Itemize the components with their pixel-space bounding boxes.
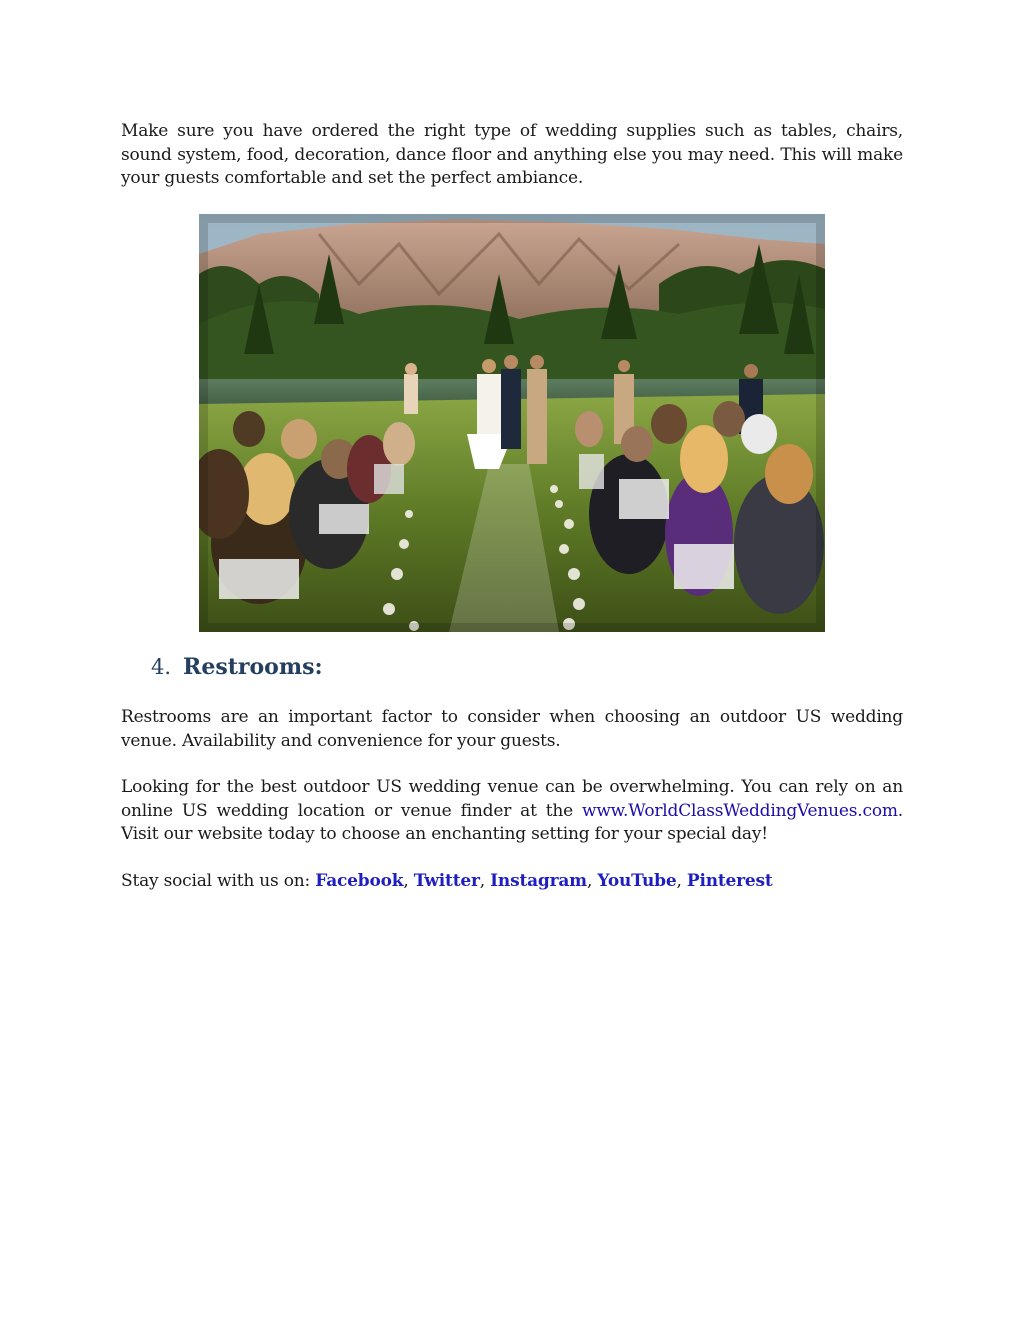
section-heading — [151, 654, 323, 680]
website-link[interactable]: www.WorldClassWeddingVenues.com — [581, 800, 898, 821]
section-number: 4. — [151, 655, 172, 679]
outdoor-wedding-photo — [199, 214, 825, 632]
social-separator: , — [586, 871, 598, 891]
social-separator: , — [676, 871, 687, 891]
venue-text-after: . Visit our website today to choose an enchanting setting for your special day! — [121, 800, 903, 844]
pinterest-link[interactable]: Pinterest — [686, 871, 773, 891]
youtube-link[interactable]: YouTube — [597, 871, 677, 891]
twitter-link[interactable]: Twitter — [413, 871, 480, 891]
venue-text-before: Looking for the best outdoor US wedding venue can be overwhelming. You can rely on an online US wedding location or venue finder at the — [121, 777, 903, 821]
venue-paragraph-block — [121, 776, 903, 847]
restrooms-paragraph-block — [121, 706, 903, 753]
intro-paragraph: Make sure you have ordered the right type of wedding supplies such as tables, chairs, sound system, food, decoration, dance floor and anything else you may need. This will make your guests comfortable and set the perfect ambiance. — [121, 121, 903, 188]
instagram-link[interactable]: Instagram — [490, 871, 587, 891]
social-line — [121, 870, 903, 894]
social-prefix: Stay social with us on: — [121, 871, 316, 891]
social-separator: , — [479, 871, 491, 891]
social-separator: , — [403, 871, 414, 891]
venue-paragraph — [121, 776, 903, 847]
section-title: Restrooms: — [183, 654, 323, 680]
facebook-link[interactable]: Facebook — [315, 871, 404, 891]
intro-paragraph-block — [121, 120, 903, 191]
social-block — [121, 870, 903, 894]
restrooms-paragraph: Restrooms are an important factor to consider when choosing an outdoor US wedding venue. Availability and convenience for your guests. — [121, 707, 903, 751]
